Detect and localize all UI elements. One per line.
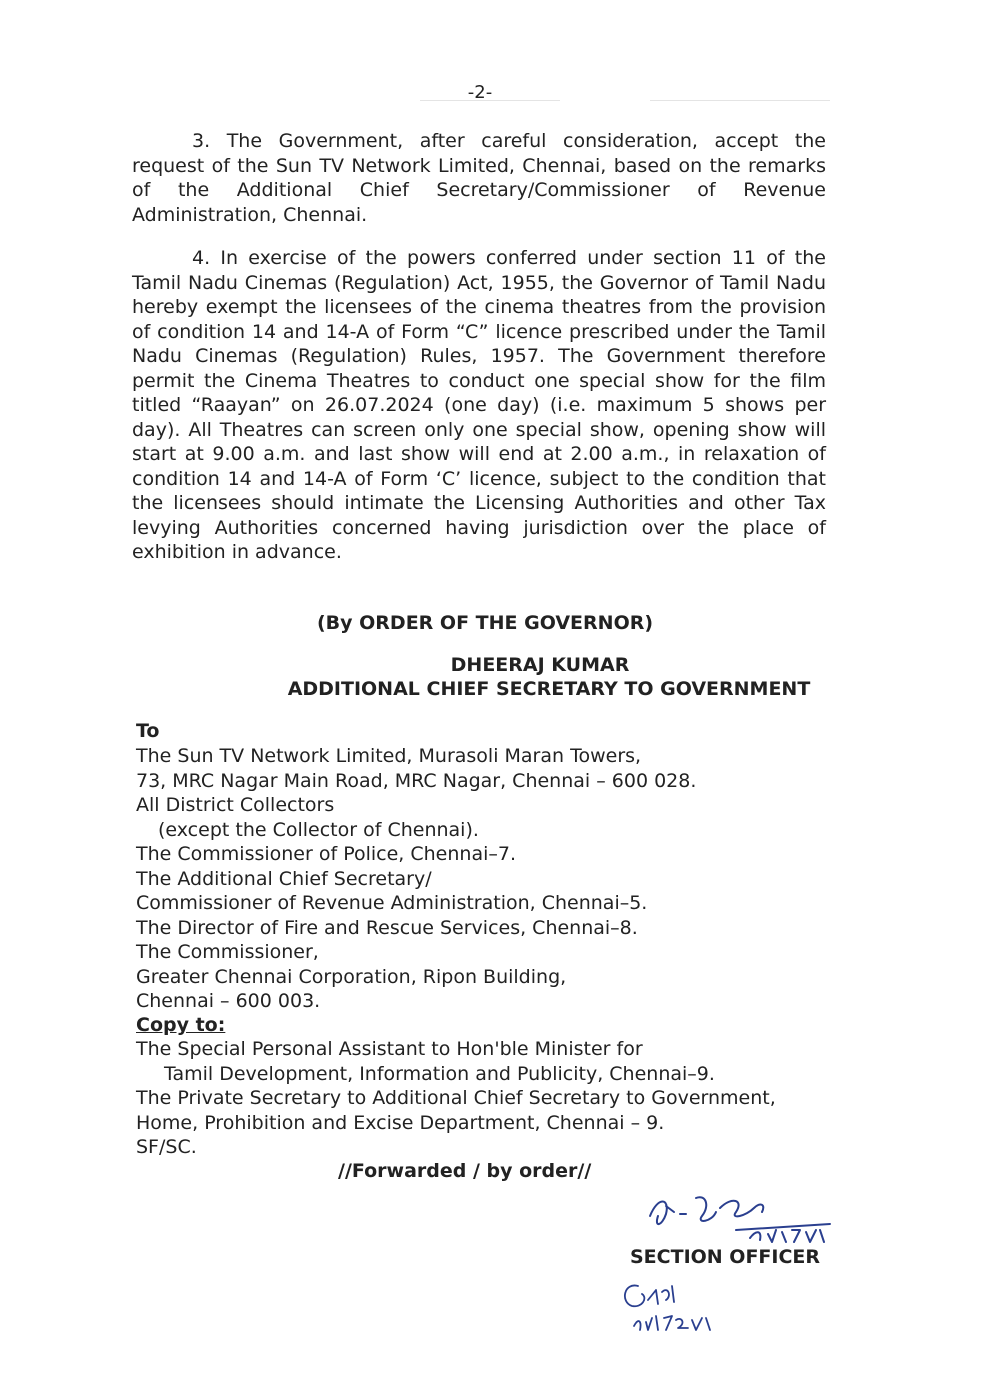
signatory-name: DHEERAJ KUMAR	[450, 654, 630, 676]
to-line: The Commissioner,	[136, 941, 319, 963]
to-heading: To	[136, 720, 160, 742]
to-line: 73, MRC Nagar Main Road, MRC Nagar, Chennai – 600 028.	[136, 769, 697, 792]
paragraph-4: 4. In exercise of the powers conferred under section 11 of the Tamil Nadu Cinemas (Regulation) Act, 1955, the Governor of Tamil Nadu hereby exempt the licensees of the cinema theatres from the provision of condition 14 and 14-A of Form “C” licence prescribed under the Tamil Nadu Cinemas (Regulation) Rules, 1957. The Government therefore permit the Cinema Theatres to conduct one special show for the film titled “Raayan” on 26.07.2024 (one day) (i.e. maximum 5 shows per day). All Theatres can screen only one special show, opening show will start at 9.00 a.m. and last show will end at 2.00 a.m., in relaxation of condition 14 and 14-A of Form ‘C’ licence, subject to the condition that the licensees should intimate the Licensing Authorities and other Tax levying Authorities concerned having jurisdiction over the place of exhibition in advance.	[132, 247, 826, 563]
to-line: Commissioner of Revenue Administration, Chennai–5.	[136, 892, 648, 914]
to-line: (except the Collector of Chennai).	[158, 818, 479, 841]
copy-line: The Special Personal Assistant to Hon'ble Minister for	[136, 1038, 643, 1060]
to-line: Chennai – 600 003.	[136, 990, 321, 1012]
copy-to-list	[136, 1037, 836, 1160]
to-line: All District Collectors	[136, 794, 335, 816]
to-line: The Director of Fire and Rescue Services, Chennai–8.	[136, 916, 638, 939]
copy-to-heading: Copy to:	[136, 1014, 226, 1036]
header-rule-right	[650, 100, 830, 101]
page-number: -2-	[467, 82, 493, 103]
to-address-list	[136, 744, 836, 1014]
copy-line: Home, Prohibition and Excise Department, Chennai – 9.	[136, 1111, 665, 1134]
copy-line: The Private Secretary to Additional Chief Secretary to Government,	[136, 1087, 776, 1109]
to-line: The Commissioner of Police, Chennai–7.	[136, 843, 517, 865]
to-line: The Sun TV Network Limited, Murasoli Maran Towers,	[136, 745, 642, 767]
section-officer-signature	[640, 1186, 840, 1252]
to-line: Greater Chennai Corporation, Ripon Building,	[136, 965, 567, 988]
signatory-designation: ADDITIONAL CHIEF SECRETARY TO GOVERNMENT	[287, 678, 811, 700]
copy-line: SF/SC.	[136, 1136, 197, 1158]
forwarded-line: //Forwarded / by order//	[338, 1160, 592, 1182]
by-order-line: (By ORDER OF THE GOVERNOR)	[316, 612, 654, 634]
to-line: The Additional Chief Secretary/	[136, 867, 432, 890]
copy-line: Tamil Development, Information and Publicity, Chennai–9.	[164, 1062, 715, 1085]
section-officer-title: SECTION OFFICER	[630, 1246, 821, 1268]
paragraph-3: 3. The Government, after careful consideration, accept the request of the Sun TV Network Limited, Chennai, based on the remarks of the Additional Chief Secretary/Commissioner of Revenue Administration, Chennai.	[132, 130, 826, 226]
initials-signature	[612, 1276, 742, 1338]
